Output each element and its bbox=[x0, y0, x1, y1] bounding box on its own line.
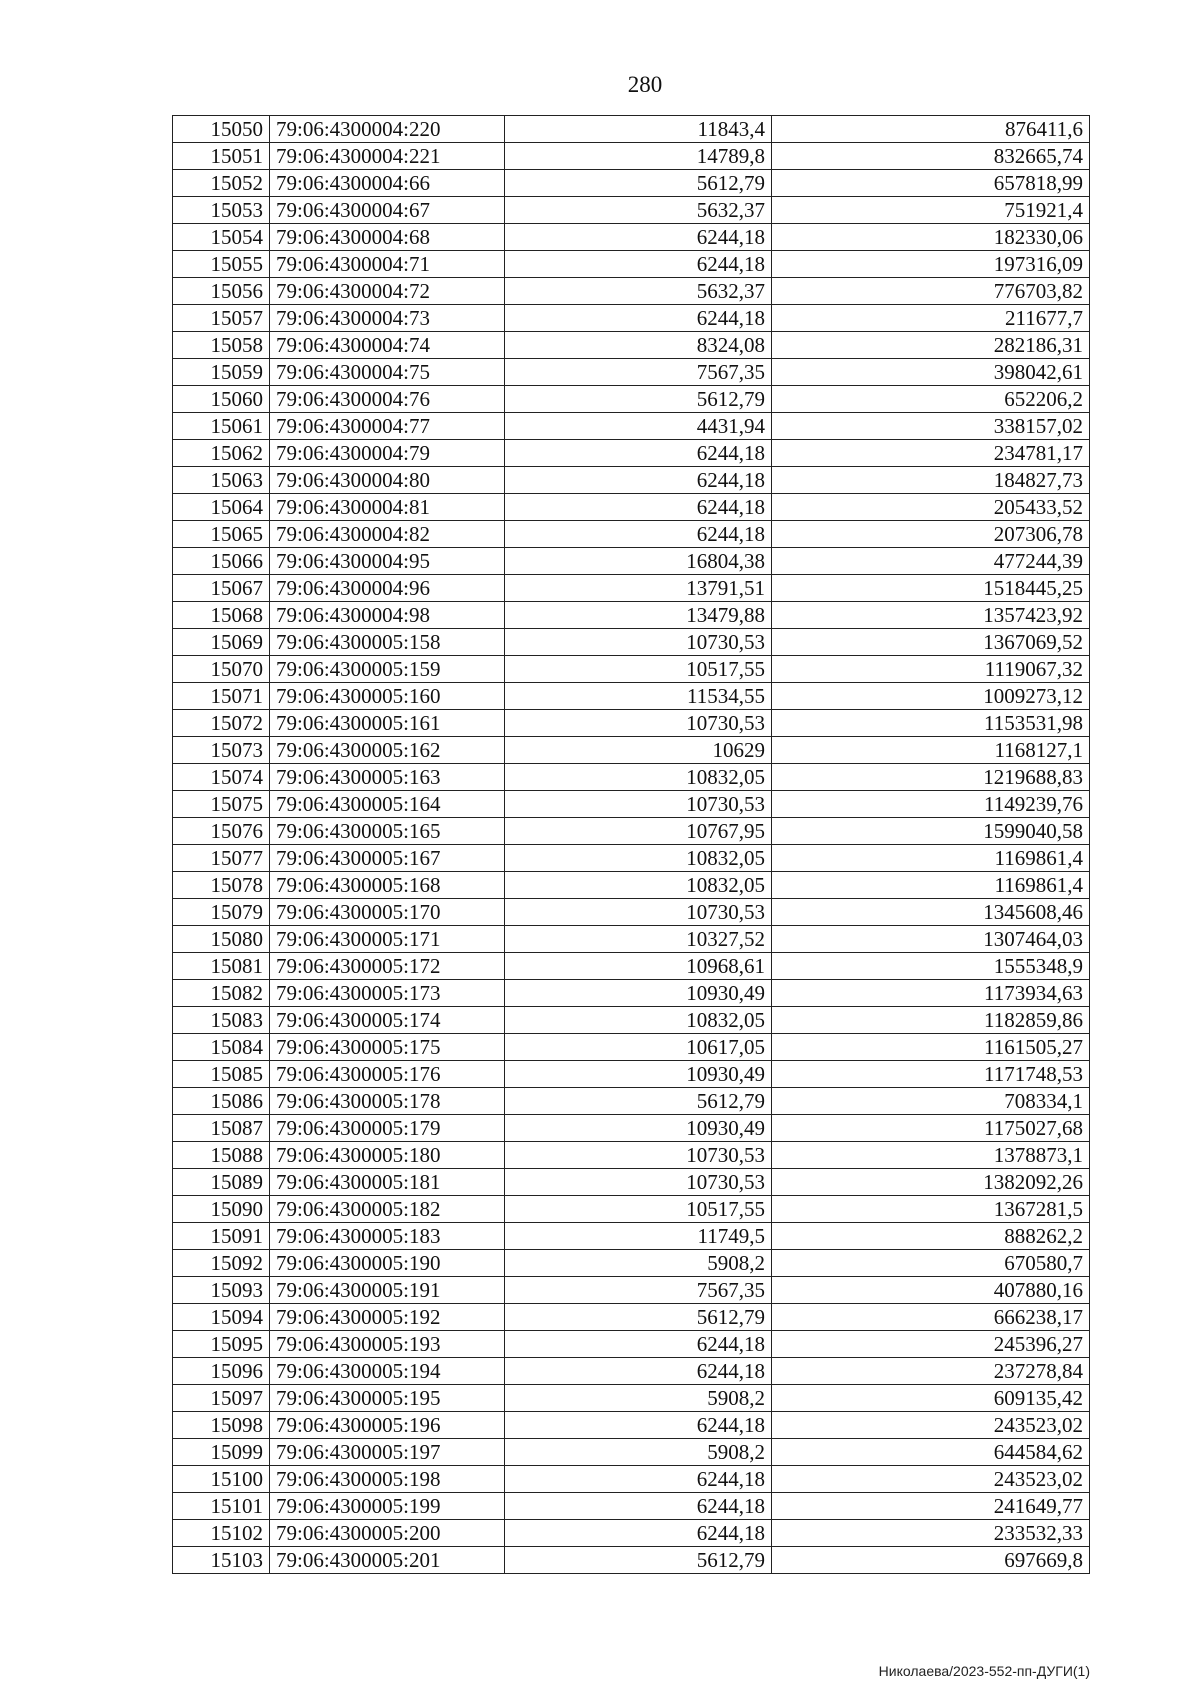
area-cell: 11534,55 bbox=[505, 683, 772, 710]
value-cell: 1345608,46 bbox=[772, 899, 1090, 926]
table-row bbox=[173, 953, 1090, 980]
cadastral-number-cell: 79:06:4300004:67 bbox=[270, 197, 505, 224]
row-number-cell: 15093 bbox=[173, 1277, 270, 1304]
value-cell: 234781,17 bbox=[772, 440, 1090, 467]
cadastral-number-cell: 79:06:4300005:201 bbox=[270, 1547, 505, 1574]
value-cell: 282186,31 bbox=[772, 332, 1090, 359]
value-cell: 1169861,4 bbox=[772, 872, 1090, 899]
area-cell: 10730,53 bbox=[505, 791, 772, 818]
row-number-cell: 15081 bbox=[173, 953, 270, 980]
row-number-cell: 15076 bbox=[173, 818, 270, 845]
cadastral-number-cell: 79:06:4300005:182 bbox=[270, 1196, 505, 1223]
cadastral-number-cell: 79:06:4300004:220 bbox=[270, 116, 505, 143]
value-cell: 657818,99 bbox=[772, 170, 1090, 197]
value-cell: 1357423,92 bbox=[772, 602, 1090, 629]
table-row bbox=[173, 413, 1090, 440]
cadastral-number-cell: 79:06:4300005:192 bbox=[270, 1304, 505, 1331]
cadastral-number-cell: 79:06:4300004:98 bbox=[270, 602, 505, 629]
value-cell: 1168127,1 bbox=[772, 737, 1090, 764]
area-cell: 6244,18 bbox=[505, 440, 772, 467]
table-row bbox=[173, 683, 1090, 710]
area-cell: 16804,38 bbox=[505, 548, 772, 575]
value-cell: 1009273,12 bbox=[772, 683, 1090, 710]
row-number-cell: 15068 bbox=[173, 602, 270, 629]
table-row bbox=[173, 1493, 1090, 1520]
cadastral-number-cell: 79:06:4300004:76 bbox=[270, 386, 505, 413]
value-cell: 1169861,4 bbox=[772, 845, 1090, 872]
row-number-cell: 15058 bbox=[173, 332, 270, 359]
table-row bbox=[173, 1304, 1090, 1331]
table-row bbox=[173, 1277, 1090, 1304]
value-cell: 1161505,27 bbox=[772, 1034, 1090, 1061]
row-number-cell: 15071 bbox=[173, 683, 270, 710]
area-cell: 6244,18 bbox=[505, 494, 772, 521]
area-cell: 10832,05 bbox=[505, 1007, 772, 1034]
cadastral-table bbox=[172, 115, 1090, 1574]
table-row bbox=[173, 899, 1090, 926]
cadastral-number-cell: 79:06:4300005:172 bbox=[270, 953, 505, 980]
row-number-cell: 15063 bbox=[173, 467, 270, 494]
table-row bbox=[173, 1547, 1090, 1574]
table-row bbox=[173, 656, 1090, 683]
row-number-cell: 15064 bbox=[173, 494, 270, 521]
row-number-cell: 15101 bbox=[173, 1493, 270, 1520]
area-cell: 10730,53 bbox=[505, 629, 772, 656]
row-number-cell: 15099 bbox=[173, 1439, 270, 1466]
value-cell: 1382092,26 bbox=[772, 1169, 1090, 1196]
area-cell: 7567,35 bbox=[505, 1277, 772, 1304]
table-row bbox=[173, 791, 1090, 818]
value-cell: 888262,2 bbox=[772, 1223, 1090, 1250]
cadastral-number-cell: 79:06:4300005:180 bbox=[270, 1142, 505, 1169]
cadastral-number-cell: 79:06:4300005:183 bbox=[270, 1223, 505, 1250]
row-number-cell: 15088 bbox=[173, 1142, 270, 1169]
row-number-cell: 15053 bbox=[173, 197, 270, 224]
area-cell: 10767,95 bbox=[505, 818, 772, 845]
table-row bbox=[173, 1061, 1090, 1088]
area-cell: 10730,53 bbox=[505, 1142, 772, 1169]
area-cell: 14789,8 bbox=[505, 143, 772, 170]
table-row bbox=[173, 197, 1090, 224]
table-row bbox=[173, 1142, 1090, 1169]
cadastral-number-cell: 79:06:4300005:163 bbox=[270, 764, 505, 791]
table-row bbox=[173, 1007, 1090, 1034]
cadastral-number-cell: 79:06:4300005:173 bbox=[270, 980, 505, 1007]
row-number-cell: 15050 bbox=[173, 116, 270, 143]
table-row bbox=[173, 251, 1090, 278]
cadastral-number-cell: 79:06:4300005:193 bbox=[270, 1331, 505, 1358]
row-number-cell: 15073 bbox=[173, 737, 270, 764]
cadastral-number-cell: 79:06:4300005:200 bbox=[270, 1520, 505, 1547]
value-cell: 1307464,03 bbox=[772, 926, 1090, 953]
table-row bbox=[173, 1385, 1090, 1412]
table-row bbox=[173, 305, 1090, 332]
cadastral-number-cell: 79:06:4300004:82 bbox=[270, 521, 505, 548]
row-number-cell: 15078 bbox=[173, 872, 270, 899]
table-row bbox=[173, 494, 1090, 521]
cadastral-number-cell: 79:06:4300005:196 bbox=[270, 1412, 505, 1439]
area-cell: 11749,5 bbox=[505, 1223, 772, 1250]
value-cell: 338157,02 bbox=[772, 413, 1090, 440]
value-cell: 644584,62 bbox=[772, 1439, 1090, 1466]
value-cell: 751921,4 bbox=[772, 197, 1090, 224]
cadastral-number-cell: 79:06:4300005:159 bbox=[270, 656, 505, 683]
table-row bbox=[173, 737, 1090, 764]
row-number-cell: 15069 bbox=[173, 629, 270, 656]
value-cell: 697669,8 bbox=[772, 1547, 1090, 1574]
area-cell: 10517,55 bbox=[505, 656, 772, 683]
table-row bbox=[173, 818, 1090, 845]
area-cell: 8324,08 bbox=[505, 332, 772, 359]
table-row bbox=[173, 548, 1090, 575]
cadastral-number-cell: 79:06:4300004:68 bbox=[270, 224, 505, 251]
page-number: 280 bbox=[627, 72, 663, 97]
area-cell: 5908,2 bbox=[505, 1385, 772, 1412]
area-cell: 6244,18 bbox=[505, 1520, 772, 1547]
cadastral-number-cell: 79:06:4300005:178 bbox=[270, 1088, 505, 1115]
row-number-cell: 15102 bbox=[173, 1520, 270, 1547]
value-cell: 1119067,32 bbox=[772, 656, 1090, 683]
area-cell: 6244,18 bbox=[505, 1412, 772, 1439]
value-cell: 407880,16 bbox=[772, 1277, 1090, 1304]
table-row bbox=[173, 1088, 1090, 1115]
table-row bbox=[173, 1169, 1090, 1196]
cadastral-number-cell: 79:06:4300005:165 bbox=[270, 818, 505, 845]
area-cell: 10730,53 bbox=[505, 710, 772, 737]
value-cell: 1518445,25 bbox=[772, 575, 1090, 602]
area-cell: 10730,53 bbox=[505, 899, 772, 926]
cadastral-number-cell: 79:06:4300005:174 bbox=[270, 1007, 505, 1034]
table-row bbox=[173, 386, 1090, 413]
area-cell: 7567,35 bbox=[505, 359, 772, 386]
table-row bbox=[173, 1250, 1090, 1277]
area-cell: 10930,49 bbox=[505, 980, 772, 1007]
value-cell: 1171748,53 bbox=[772, 1061, 1090, 1088]
table-row bbox=[173, 1358, 1090, 1385]
cadastral-number-cell: 79:06:4300005:161 bbox=[270, 710, 505, 737]
cadastral-number-cell: 79:06:4300005:195 bbox=[270, 1385, 505, 1412]
value-cell: 1367069,52 bbox=[772, 629, 1090, 656]
row-number-cell: 15052 bbox=[173, 170, 270, 197]
row-number-cell: 15089 bbox=[173, 1169, 270, 1196]
table-row bbox=[173, 575, 1090, 602]
row-number-cell: 15097 bbox=[173, 1385, 270, 1412]
row-number-cell: 15057 bbox=[173, 305, 270, 332]
row-number-cell: 15060 bbox=[173, 386, 270, 413]
table-row bbox=[173, 1223, 1090, 1250]
table-row bbox=[173, 1331, 1090, 1358]
value-cell: 211677,7 bbox=[772, 305, 1090, 332]
cadastral-number-cell: 79:06:4300004:72 bbox=[270, 278, 505, 305]
area-cell: 6244,18 bbox=[505, 1466, 772, 1493]
row-number-cell: 15084 bbox=[173, 1034, 270, 1061]
row-number-cell: 15051 bbox=[173, 143, 270, 170]
value-cell: 1378873,1 bbox=[772, 1142, 1090, 1169]
cadastral-number-cell: 79:06:4300004:71 bbox=[270, 251, 505, 278]
value-cell: 1599040,58 bbox=[772, 818, 1090, 845]
value-cell: 708334,1 bbox=[772, 1088, 1090, 1115]
row-number-cell: 15059 bbox=[173, 359, 270, 386]
value-cell: 1149239,76 bbox=[772, 791, 1090, 818]
table-row bbox=[173, 170, 1090, 197]
table-row bbox=[173, 872, 1090, 899]
row-number-cell: 15065 bbox=[173, 521, 270, 548]
cadastral-number-cell: 79:06:4300004:66 bbox=[270, 170, 505, 197]
value-cell: 652206,2 bbox=[772, 386, 1090, 413]
cadastral-number-cell: 79:06:4300005:158 bbox=[270, 629, 505, 656]
value-cell: 233532,33 bbox=[772, 1520, 1090, 1547]
area-cell: 6244,18 bbox=[505, 224, 772, 251]
row-number-cell: 15085 bbox=[173, 1061, 270, 1088]
table-row bbox=[173, 710, 1090, 737]
table-row bbox=[173, 359, 1090, 386]
cadastral-number-cell: 79:06:4300005:179 bbox=[270, 1115, 505, 1142]
value-cell: 243523,02 bbox=[772, 1466, 1090, 1493]
row-number-cell: 15079 bbox=[173, 899, 270, 926]
row-number-cell: 15083 bbox=[173, 1007, 270, 1034]
row-number-cell: 15070 bbox=[173, 656, 270, 683]
cadastral-number-cell: 79:06:4300005:197 bbox=[270, 1439, 505, 1466]
table-row bbox=[173, 629, 1090, 656]
area-cell: 6244,18 bbox=[505, 1331, 772, 1358]
table-row bbox=[173, 332, 1090, 359]
area-cell: 6244,18 bbox=[505, 1493, 772, 1520]
table-row bbox=[173, 602, 1090, 629]
area-cell: 5612,79 bbox=[505, 1304, 772, 1331]
value-cell: 832665,74 bbox=[772, 143, 1090, 170]
cadastral-number-cell: 79:06:4300004:81 bbox=[270, 494, 505, 521]
cadastral-number-cell: 79:06:4300004:73 bbox=[270, 305, 505, 332]
value-cell: 241649,77 bbox=[772, 1493, 1090, 1520]
cadastral-number-cell: 79:06:4300004:95 bbox=[270, 548, 505, 575]
cadastral-number-cell: 79:06:4300005:164 bbox=[270, 791, 505, 818]
value-cell: 1182859,86 bbox=[772, 1007, 1090, 1034]
area-cell: 10968,61 bbox=[505, 953, 772, 980]
value-cell: 1555348,9 bbox=[772, 953, 1090, 980]
area-cell: 6244,18 bbox=[505, 1358, 772, 1385]
row-number-cell: 15087 bbox=[173, 1115, 270, 1142]
cadastral-number-cell: 79:06:4300005:194 bbox=[270, 1358, 505, 1385]
row-number-cell: 15054 bbox=[173, 224, 270, 251]
cadastral-number-cell: 79:06:4300005:190 bbox=[270, 1250, 505, 1277]
table-row bbox=[173, 440, 1090, 467]
value-cell: 1173934,63 bbox=[772, 980, 1090, 1007]
table-row bbox=[173, 1115, 1090, 1142]
area-cell: 10617,05 bbox=[505, 1034, 772, 1061]
cadastral-number-cell: 79:06:4300005:167 bbox=[270, 845, 505, 872]
area-cell: 4431,94 bbox=[505, 413, 772, 440]
row-number-cell: 15091 bbox=[173, 1223, 270, 1250]
value-cell: 205433,52 bbox=[772, 494, 1090, 521]
table-body bbox=[173, 116, 1090, 1574]
table-row bbox=[173, 116, 1090, 143]
area-cell: 5612,79 bbox=[505, 1547, 772, 1574]
table-row bbox=[173, 1412, 1090, 1439]
cadastral-number-cell: 79:06:4300005:191 bbox=[270, 1277, 505, 1304]
area-cell: 10832,05 bbox=[505, 872, 772, 899]
row-number-cell: 15075 bbox=[173, 791, 270, 818]
cadastral-number-cell: 79:06:4300004:79 bbox=[270, 440, 505, 467]
cadastral-number-cell: 79:06:4300005:198 bbox=[270, 1466, 505, 1493]
cadastral-number-cell: 79:06:4300004:74 bbox=[270, 332, 505, 359]
row-number-cell: 15098 bbox=[173, 1412, 270, 1439]
cadastral-number-cell: 79:06:4300005:168 bbox=[270, 872, 505, 899]
cadastral-number-cell: 79:06:4300005:170 bbox=[270, 899, 505, 926]
cadastral-number-cell: 79:06:4300004:80 bbox=[270, 467, 505, 494]
value-cell: 609135,42 bbox=[772, 1385, 1090, 1412]
cadastral-number-cell: 79:06:4300004:96 bbox=[270, 575, 505, 602]
value-cell: 1219688,83 bbox=[772, 764, 1090, 791]
area-cell: 5612,79 bbox=[505, 386, 772, 413]
area-cell: 10517,55 bbox=[505, 1196, 772, 1223]
area-cell: 13479,88 bbox=[505, 602, 772, 629]
value-cell: 197316,09 bbox=[772, 251, 1090, 278]
value-cell: 670580,7 bbox=[772, 1250, 1090, 1277]
value-cell: 182330,06 bbox=[772, 224, 1090, 251]
row-number-cell: 15103 bbox=[173, 1547, 270, 1574]
value-cell: 776703,82 bbox=[772, 278, 1090, 305]
area-cell: 10832,05 bbox=[505, 764, 772, 791]
area-cell: 5612,79 bbox=[505, 170, 772, 197]
table-row bbox=[173, 278, 1090, 305]
row-number-cell: 15062 bbox=[173, 440, 270, 467]
row-number-cell: 15080 bbox=[173, 926, 270, 953]
row-number-cell: 15100 bbox=[173, 1466, 270, 1493]
value-cell: 1153531,98 bbox=[772, 710, 1090, 737]
value-cell: 237278,84 bbox=[772, 1358, 1090, 1385]
table-row bbox=[173, 521, 1090, 548]
area-cell: 11843,4 bbox=[505, 116, 772, 143]
table-row bbox=[173, 980, 1090, 1007]
row-number-cell: 15096 bbox=[173, 1358, 270, 1385]
value-cell: 398042,61 bbox=[772, 359, 1090, 386]
table-row bbox=[173, 1196, 1090, 1223]
row-number-cell: 15095 bbox=[173, 1331, 270, 1358]
value-cell: 477244,39 bbox=[772, 548, 1090, 575]
area-cell: 6244,18 bbox=[505, 521, 772, 548]
area-cell: 13791,51 bbox=[505, 575, 772, 602]
table-row bbox=[173, 467, 1090, 494]
value-cell: 184827,73 bbox=[772, 467, 1090, 494]
row-number-cell: 15074 bbox=[173, 764, 270, 791]
cadastral-number-cell: 79:06:4300005:199 bbox=[270, 1493, 505, 1520]
row-number-cell: 15067 bbox=[173, 575, 270, 602]
table-row bbox=[173, 143, 1090, 170]
cadastral-number-cell: 79:06:4300005:176 bbox=[270, 1061, 505, 1088]
table-row bbox=[173, 926, 1090, 953]
cadastral-number-cell: 79:06:4300004:77 bbox=[270, 413, 505, 440]
area-cell: 10730,53 bbox=[505, 1169, 772, 1196]
table-row bbox=[173, 224, 1090, 251]
value-cell: 245396,27 bbox=[772, 1331, 1090, 1358]
value-cell: 1367281,5 bbox=[772, 1196, 1090, 1223]
area-cell: 6244,18 bbox=[505, 251, 772, 278]
area-cell: 5632,37 bbox=[505, 278, 772, 305]
row-number-cell: 15077 bbox=[173, 845, 270, 872]
row-number-cell: 15055 bbox=[173, 251, 270, 278]
row-number-cell: 15092 bbox=[173, 1250, 270, 1277]
cadastral-number-cell: 79:06:4300004:75 bbox=[270, 359, 505, 386]
area-cell: 10930,49 bbox=[505, 1061, 772, 1088]
area-cell: 5908,2 bbox=[505, 1250, 772, 1277]
value-cell: 243523,02 bbox=[772, 1412, 1090, 1439]
row-number-cell: 15090 bbox=[173, 1196, 270, 1223]
area-cell: 6244,18 bbox=[505, 305, 772, 332]
table-row bbox=[173, 845, 1090, 872]
row-number-cell: 15061 bbox=[173, 413, 270, 440]
table-row bbox=[173, 1466, 1090, 1493]
value-cell: 666238,17 bbox=[772, 1304, 1090, 1331]
area-cell: 10629 bbox=[505, 737, 772, 764]
row-number-cell: 15094 bbox=[173, 1304, 270, 1331]
cadastral-number-cell: 79:06:4300004:221 bbox=[270, 143, 505, 170]
area-cell: 6244,18 bbox=[505, 467, 772, 494]
area-cell: 5632,37 bbox=[505, 197, 772, 224]
value-cell: 207306,78 bbox=[772, 521, 1090, 548]
document-footer: Николаева/2023-552-пп-ДУГИ(1) bbox=[878, 1663, 1090, 1679]
area-cell: 10832,05 bbox=[505, 845, 772, 872]
cadastral-number-cell: 79:06:4300005:160 bbox=[270, 683, 505, 710]
cadastral-number-cell: 79:06:4300005:181 bbox=[270, 1169, 505, 1196]
table-row bbox=[173, 1439, 1090, 1466]
value-cell: 1175027,68 bbox=[772, 1115, 1090, 1142]
row-number-cell: 15082 bbox=[173, 980, 270, 1007]
row-number-cell: 15072 bbox=[173, 710, 270, 737]
row-number-cell: 15086 bbox=[173, 1088, 270, 1115]
area-cell: 10327,52 bbox=[505, 926, 772, 953]
cadastral-number-cell: 79:06:4300005:162 bbox=[270, 737, 505, 764]
area-cell: 10930,49 bbox=[505, 1115, 772, 1142]
row-number-cell: 15056 bbox=[173, 278, 270, 305]
value-cell: 876411,6 bbox=[772, 116, 1090, 143]
area-cell: 5908,2 bbox=[505, 1439, 772, 1466]
table-row bbox=[173, 1034, 1090, 1061]
table-row bbox=[173, 764, 1090, 791]
cadastral-number-cell: 79:06:4300005:175 bbox=[270, 1034, 505, 1061]
cadastral-number-cell: 79:06:4300005:171 bbox=[270, 926, 505, 953]
row-number-cell: 15066 bbox=[173, 548, 270, 575]
area-cell: 5612,79 bbox=[505, 1088, 772, 1115]
table-row bbox=[173, 1520, 1090, 1547]
